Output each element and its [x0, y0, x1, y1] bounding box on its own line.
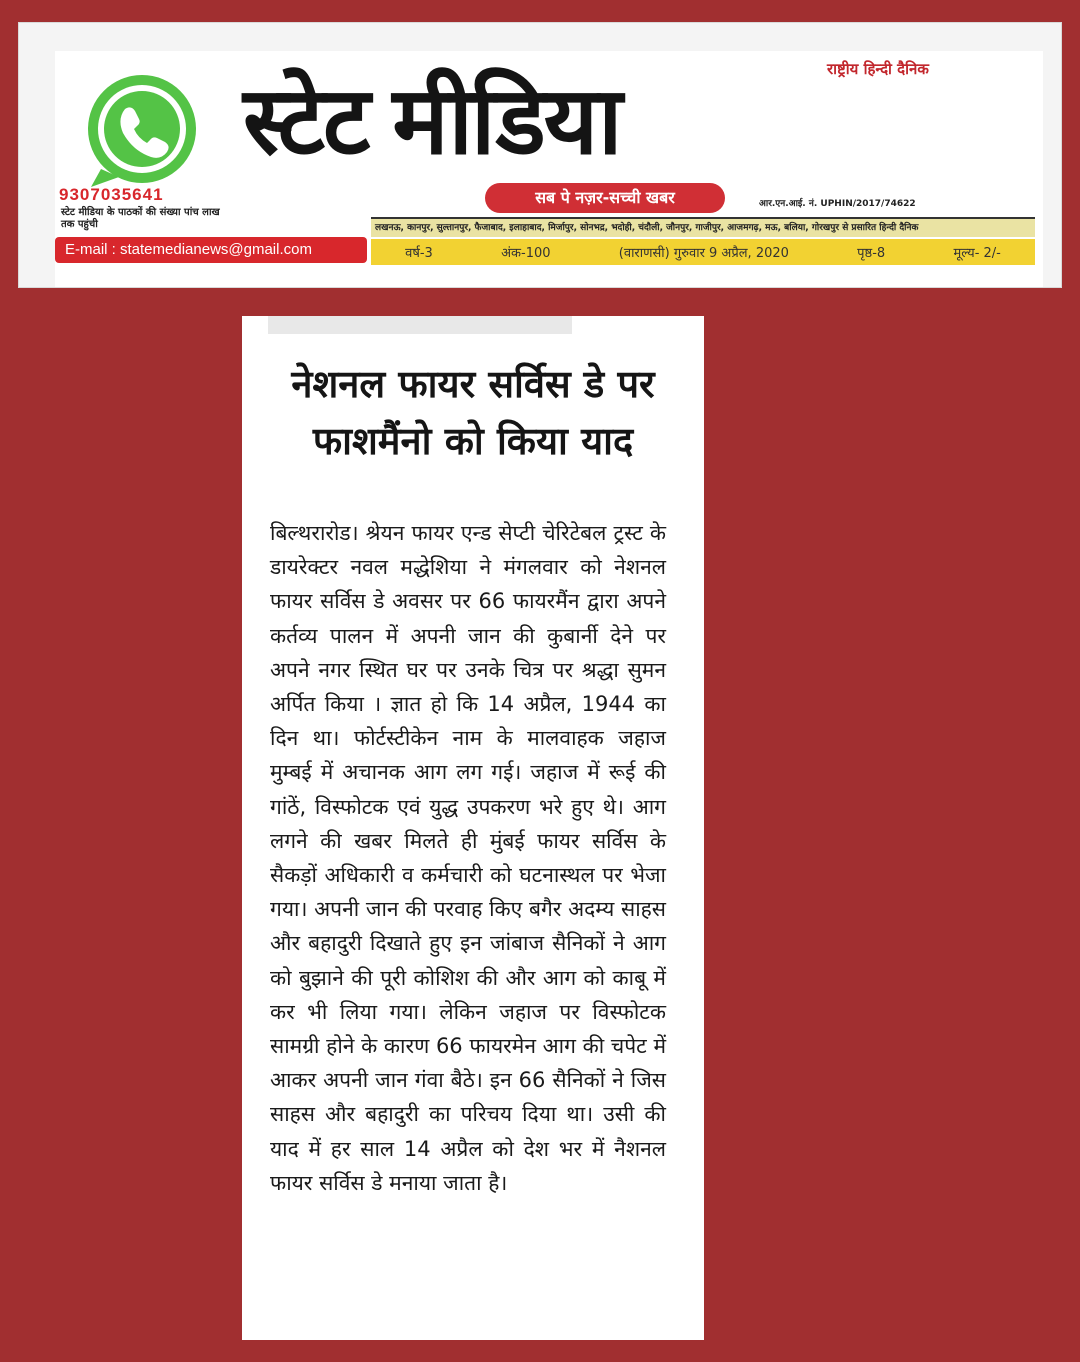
clipping-top-edge — [268, 316, 572, 334]
issue-price: मूल्य- 2/- — [953, 246, 1001, 261]
newspaper-title: स्टेट मीडिया — [243, 68, 621, 173]
article-headline: नेशनल फायर सर्विस डे पर फाशमैंनो को किया याद — [291, 362, 655, 463]
article-body: बिल्थरारोड। श्रेयन फायर एन्ड सेप्टी चेरिटेबल ट्रस्ट के डायरेक्टर नवल मद्धेशिया ने मंगलवार को नेशनल फायर सर्विस डे अवसर पर 66 फायरमैंन द्वारा अपने कर्तव्य पालन में अपनी जान की कुबार्नी देने पर अपने नगर स्थित घर पर उनके चित्र पर श्रद्धा सुमन अर्पित किया । ज्ञात हो कि 14 अप्रैल, 1944 का दिन था। फोर्टस्टीकेन नाम के मालवाहक जहाज मुम्बई में अचानक आग लग गई। जहाज में रूई की गांठें, विस्फोटक एवं युद्ध उपकरण भरे हुए थे। आग लगने की खबर मिलते ही मुंबई फायर सर्विस के सैकड़ों अधिकारी व कर्मचारी को घटनास्थल पर भेजा गया। अपनी जान की परवाह किए बगैर अदम्य साहस और बहादुरी दिखाते हुए इन जांबाज सैनिकों ने आग को बुझाने की पूरी कोशिश की और आग को काबू में कर भी लिया गया। लेकिन जहाज पर विस्फोटक सामग्री होने के कारण 66 फायरमेन आग की चपेट में आकर अपनी जान गंवा बैठे। इन 66 सैनिकों ने जिस साहस और बहादुरी का परिचय दिया था। उसी की याद में हर साल 14 अप्रैल को देश भर में नैशनल फायर सर्विस डे मनाया जाता है। — [270, 521, 666, 1195]
masthead-panel — [55, 51, 1043, 288]
editions-strip: लखनऊ, कानपुर, सुल्तानपुर, फैजाबाद, इलाहाबाद, मिर्जापुर, सोनभद्र, भदोही, चंदौली, जौनपुर, गाजीपुर, आजमगढ़, मऊ, बलिया, गोरखपुर से प्रसारित हिन्दी दैनिक — [371, 217, 1035, 237]
phone-number: 9307035641 — [59, 185, 164, 204]
issue-date: (वाराणसी) गुरुवार 9 अप्रैल, 2020 — [618, 246, 789, 261]
article-clipping — [242, 316, 704, 1340]
slogan-badge: सब पे नज़र-सच्ची खबर — [485, 183, 725, 213]
registration-number: आर.एन.आई. नं. UPHIN/2017/74622 — [759, 199, 916, 209]
issue-info-bar — [371, 239, 1035, 265]
issue-number: अंक-100 — [501, 246, 551, 261]
readers-note: स्टेट मीडिया के पाठकों की संख्या पांच लाख तक पहुंची — [61, 207, 220, 230]
email-address[interactable]: E-mail : statemedianews@gmail.com — [55, 237, 367, 263]
newspaper-masthead — [18, 22, 1062, 288]
page-count: पृष्ठ-8 — [857, 246, 886, 261]
whatsapp-phone-icon — [67, 73, 217, 189]
masthead-divider — [55, 287, 1043, 288]
issue-year: वर्ष-3 — [405, 246, 433, 261]
tagline-top: राष्ट्रीय हिन्दी दैनिक — [827, 60, 929, 78]
